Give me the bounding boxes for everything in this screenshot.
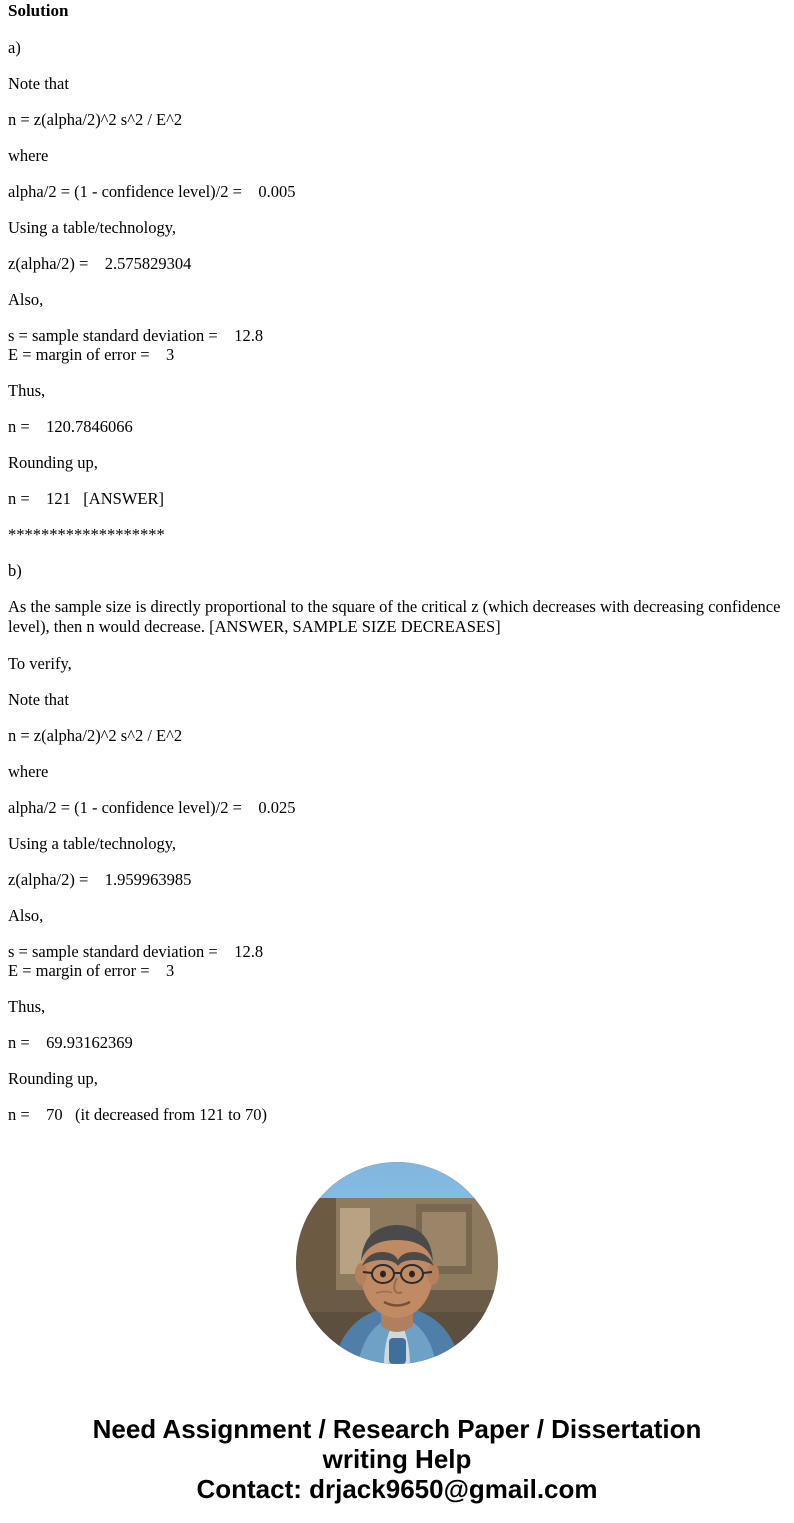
section-separator: *******************: [8, 525, 165, 544]
part-b-label: b): [8, 561, 22, 580]
part-a-line-8: E = margin of error = 3: [8, 345, 175, 364]
part-b-line-11: Rounding up,: [8, 1069, 98, 1088]
part-b-statement: As the sample size is directly proportional to the square of the critical z (which decreases with decreasing confidence level), then n would decrease. [ANSWER, SAMPLE SIZE DECREASES]: [8, 597, 785, 636]
part-b-verify-label: To verify,: [8, 654, 72, 673]
part-a-line-5: z(alpha/2) = 2.575829304: [8, 254, 192, 273]
part-b-line-1: n = z(alpha/2)^2 s^2 / E^2: [8, 726, 183, 745]
footer-line-2: writing Help: [322, 1444, 472, 1474]
part-b-line-5: z(alpha/2) = 1.959963985: [8, 870, 192, 889]
part-a-line-10: n = 120.7846066: [8, 417, 133, 436]
part-a-line-6: Also,: [8, 290, 44, 309]
page-title: Solution: [8, 1, 69, 20]
part-b-line-12: n = 70 (it decreased from 121 to 70): [8, 1105, 268, 1124]
footer-contact: Contact: drjack9650@gmail.com: [196, 1474, 598, 1504]
avatar-image: [296, 1162, 498, 1364]
part-b-line-4: Using a table/technology,: [8, 834, 177, 853]
part-b-line-7: s = sample standard deviation = 12.8: [8, 942, 264, 961]
part-b-line-0: Note that: [8, 690, 69, 709]
part-b-line-9: Thus,: [8, 997, 46, 1016]
part-a-line-9: Thus,: [8, 381, 46, 400]
part-a-line-12: n = 121 [ANSWER]: [8, 489, 164, 508]
part-a-line-7: s = sample standard deviation = 12.8: [8, 326, 264, 345]
part-a-line-0: Note that: [8, 74, 69, 93]
part-a-label: a): [8, 38, 21, 57]
part-a-line-11: Rounding up,: [8, 453, 98, 472]
part-b-line-6: Also,: [8, 906, 44, 925]
part-b-line-2: where: [8, 762, 49, 781]
part-a-line-2: where: [8, 146, 49, 165]
part-a-line-4: Using a table/technology,: [8, 218, 177, 237]
avatar: [296, 1162, 498, 1364]
avatar-container: [8, 1162, 786, 1364]
footer-banner: [8, 1414, 786, 1504]
part-b-line-10: n = 69.93162369: [8, 1033, 133, 1052]
footer-line-1: Need Assignment / Research Paper / Dissertation: [92, 1414, 702, 1444]
part-a-line-3: alpha/2 = (1 - confidence level)/2 = 0.005: [8, 182, 296, 201]
part-a-line-1: n = z(alpha/2)^2 s^2 / E^2: [8, 110, 183, 129]
part-b-line-8: E = margin of error = 3: [8, 961, 175, 980]
part-b-line-3: alpha/2 = (1 - confidence level)/2 = 0.025: [8, 798, 296, 817]
